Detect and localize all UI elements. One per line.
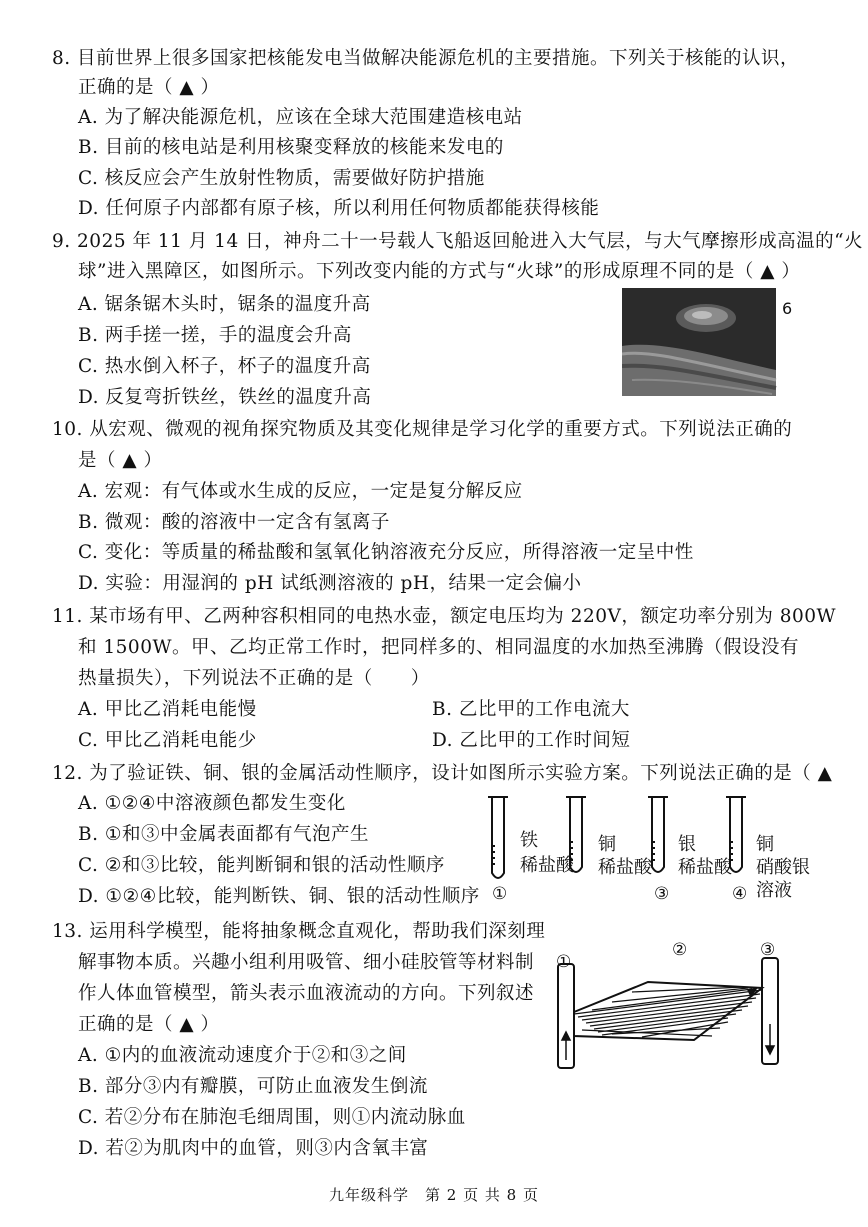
q12-stem-line1: 12. 为了验证铁、铜、银的金属活动性顺序，设计如图所示实验方案。下列说法正确的是（ ▲ [52,763,833,784]
tube4-solution-label2: 溶液 [756,880,792,901]
q10-option-c: C. 变化：等质量的稀盐酸和氢氧化钠溶液充分反应，所得溶液一定呈中性 [78,542,694,563]
vessel-label-2: ② [672,940,688,960]
q13-option-d: D. 若②为肌肉中的血管，则③内含氧丰富 [78,1138,429,1159]
q10-stem-line1: 10. 从宏观、微观的视角探究物质及其变化规律是学习化学的重要方式。下列说法正确的 [52,419,793,440]
tube1-solution-label: 稀盐酸 [520,855,574,876]
q13-option-b: B. 部分③内有瓣膜，可防止血液发生倒流 [78,1076,428,1097]
capillary-bundle [574,987,762,1037]
reentry-capsule-photo [622,288,800,396]
tube4-number: ④ [732,884,748,904]
q13-stem-line2: 解事物本质。兴趣小组利用吸管、细小硅胶管等材料制 [78,952,535,973]
page-footer: 九年级科学 第 2 页 共 8 页 [329,1186,539,1204]
tube2-metal-label: 铜 [598,834,616,855]
q10-option-b: B. 微观：酸的溶液中一定含有氢离子 [78,512,390,533]
q9-option-a: A. 锯条锯木头时，锯条的温度升高 [78,294,371,315]
tube4-metal-label: 铜 [756,834,774,855]
q9-stem-line2: 球”进入黑障区，如图所示。下列改变内能的方式与“火球”的形成原理不同的是（ ▲ ） [78,261,801,282]
tube1-number: ① [492,884,508,904]
q13-stem-line1: 13. 运用科学模型，能将抽象概念直观化，帮助我们深刻理 [52,921,546,942]
q12-option-c: C. ②和③比较，能判断铜和银的活动性顺序 [78,855,445,876]
q10-option-d: D. 实验：用湿润的 pH 试纸测溶液的 pH，结果一定会偏小 [78,573,582,594]
q9-option-c: C. 热水倒入杯子，杯子的温度升高 [78,356,371,377]
tube3-number: ③ [654,884,670,904]
q11-stem-line3: 热量损失），下列说法不正确的是（ ） [78,668,430,689]
q9-stem-line1: 9. 2025 年 11 月 14 日，神舟二十一号载人飞船返回舱进入大气层，与大气摩擦形成高温的“火 [52,231,864,252]
vessel-label-1: ① [556,952,572,972]
q11-option-a: A. 甲比乙消耗电能慢 [78,699,257,720]
q11-option-b: B. 乙比甲的工作电流大 [432,699,630,720]
q10-option-a: A. 宏观：有气体或水生成的反应，一定是复分解反应 [78,481,523,502]
tube3-solution-label: 稀盐酸 [678,857,732,878]
q12-option-a: A. ①②④中溶液颜色都发生变化 [78,793,346,814]
tube2-solution-label: 稀盐酸 [598,857,652,878]
q8-option-a: A. 为了解决能源危机，应该在全球大范围建造核电站 [78,107,523,128]
q12-option-b: B. ①和③中金属表面都有气泡产生 [78,824,369,845]
q13-stem-line4: 正确的是（ ▲ ） [78,1014,220,1035]
q10-stem-line2: 是（ ▲ ） [78,450,163,471]
q11-option-d: D. 乙比甲的工作时间短 [432,730,631,751]
tube4-solution-label: 硝酸银 [756,857,810,878]
vessel-label-3: ③ [760,940,776,960]
q9-option-b: B. 两手搓一搓，手的温度会升高 [78,325,352,346]
q8-option-d: D. 任何原子内部都有原子核，所以利用任何物质都能获得核能 [78,198,600,219]
q11-option-c: C. 甲比乙消耗电能少 [78,730,257,751]
tube1-metal-label: 铁 [520,830,538,851]
q11-stem-line1: 11. 某市场有甲、乙两种容积相同的电热水壶，额定电压均为 220V，额定功率分别为 800W [52,606,837,627]
q13-option-c: C. 若②分布在肺泡毛细周围，则①内流动脉血 [78,1107,466,1128]
q13-stem-line3: 作人体血管模型，箭头表示血液流动的方向。下列叙述 [78,983,535,1004]
q8-option-b: B. 目前的核电站是利用核聚变释放的核能来发电的 [78,137,504,158]
q8-stem-line2: 正确的是（ ▲ ） [78,77,220,98]
tube3-metal-label: 银 [678,834,696,855]
q11-stem-line2: 和 1500W。甲、乙均正常工作时，把同样多的、相同温度的水加热至沸腾（假设没有 [78,637,799,658]
svg-text:6: 6 [782,299,793,318]
q12-option-d: D. ①②④比较，能判断铁、铜、银的活动性顺序 [78,886,480,907]
test-tube-1 [488,797,508,878]
q8-stem-line1: 8. 目前世界上很多国家把核能发电当做解决能源危机的主要措施。下列关于核能的认识， [52,48,800,69]
q8-option-c: C. 核反应会产生放射性物质，需要做好防护措施 [78,168,485,189]
q9-option-d: D. 反复弯折铁丝，铁丝的温度升高 [78,387,372,408]
q13-option-a: A. ①内的血液流动速度介于②和③之间 [78,1045,407,1066]
